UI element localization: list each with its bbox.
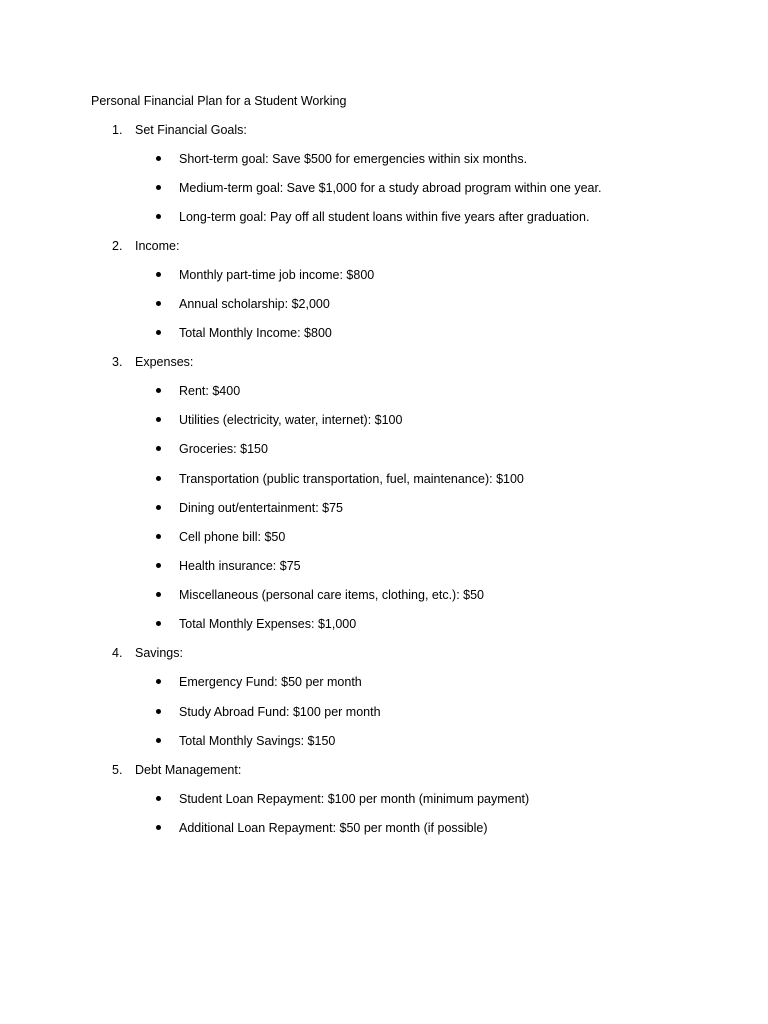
list-item: Total Monthly Income: $800 bbox=[156, 326, 332, 344]
list-item: Long-term goal: Pay off all student loans within five years after graduation. bbox=[156, 210, 589, 228]
bullet-icon bbox=[156, 679, 161, 684]
section-heading bbox=[112, 763, 241, 781]
section-title: Income: bbox=[135, 239, 180, 253]
section-number: 3. bbox=[112, 355, 123, 369]
list-item: Monthly part-time job income: $800 bbox=[156, 268, 374, 286]
list-item: Student Loan Repayment: $100 per month (minimum payment) bbox=[156, 792, 529, 810]
bullet-icon bbox=[156, 272, 161, 277]
bullet-icon bbox=[156, 621, 161, 626]
section-title: Set Financial Goals: bbox=[135, 123, 247, 137]
list-item: Groceries: $150 bbox=[156, 442, 268, 460]
section-title: Debt Management: bbox=[135, 763, 242, 777]
bullet-icon bbox=[156, 185, 161, 190]
section-title: Expenses: bbox=[135, 355, 194, 369]
bullet-icon bbox=[156, 796, 161, 801]
section-number: 5. bbox=[112, 763, 123, 777]
bullet-icon bbox=[156, 214, 161, 219]
bullet-icon bbox=[156, 388, 161, 393]
list-item: Study Abroad Fund: $100 per month bbox=[156, 705, 381, 723]
list-item: Total Monthly Savings: $150 bbox=[156, 734, 335, 752]
list-item: Utilities (electricity, water, internet): $100 bbox=[156, 413, 402, 431]
section-heading bbox=[112, 646, 183, 664]
list-item: Medium-term goal: Save $1,000 for a study abroad program within one year. bbox=[156, 181, 601, 199]
section-number: 4. bbox=[112, 646, 123, 660]
list-item: Additional Loan Repayment: $50 per month (if possible) bbox=[156, 821, 488, 839]
list-item: Dining out/entertainment: $75 bbox=[156, 501, 343, 519]
list-item: Total Monthly Expenses: $1,000 bbox=[156, 617, 356, 635]
bullet-icon bbox=[156, 330, 161, 335]
bullet-icon bbox=[156, 417, 161, 422]
list-item: Rent: $400 bbox=[156, 384, 240, 402]
section-heading bbox=[112, 123, 247, 141]
section-heading bbox=[112, 239, 179, 257]
list-item: Health insurance: $75 bbox=[156, 559, 301, 577]
section-number: 1. bbox=[112, 123, 123, 137]
bullet-icon bbox=[156, 592, 161, 597]
bullet-icon bbox=[156, 505, 161, 510]
bullet-icon bbox=[156, 825, 161, 830]
list-item: Emergency Fund: $50 per month bbox=[156, 675, 362, 693]
bullet-icon bbox=[156, 476, 161, 481]
list-item: Short-term goal: Save $500 for emergencies within six months. bbox=[156, 152, 527, 170]
bullet-icon bbox=[156, 156, 161, 161]
bullet-icon bbox=[156, 738, 161, 743]
document-title: Personal Financial Plan for a Student Working bbox=[91, 94, 347, 108]
section-title: Savings: bbox=[135, 646, 183, 660]
bullet-icon bbox=[156, 709, 161, 714]
list-item: Transportation (public transportation, fuel, maintenance): $100 bbox=[156, 472, 524, 490]
bullet-icon bbox=[156, 301, 161, 306]
section-number: 2. bbox=[112, 239, 123, 253]
bullet-icon bbox=[156, 534, 161, 539]
bullet-icon bbox=[156, 563, 161, 568]
section-heading bbox=[112, 355, 193, 373]
bullet-icon bbox=[156, 446, 161, 451]
list-item: Annual scholarship: $2,000 bbox=[156, 297, 330, 315]
list-item: Cell phone bill: $50 bbox=[156, 530, 285, 548]
list-item: Miscellaneous (personal care items, clothing, etc.): $50 bbox=[156, 588, 484, 606]
